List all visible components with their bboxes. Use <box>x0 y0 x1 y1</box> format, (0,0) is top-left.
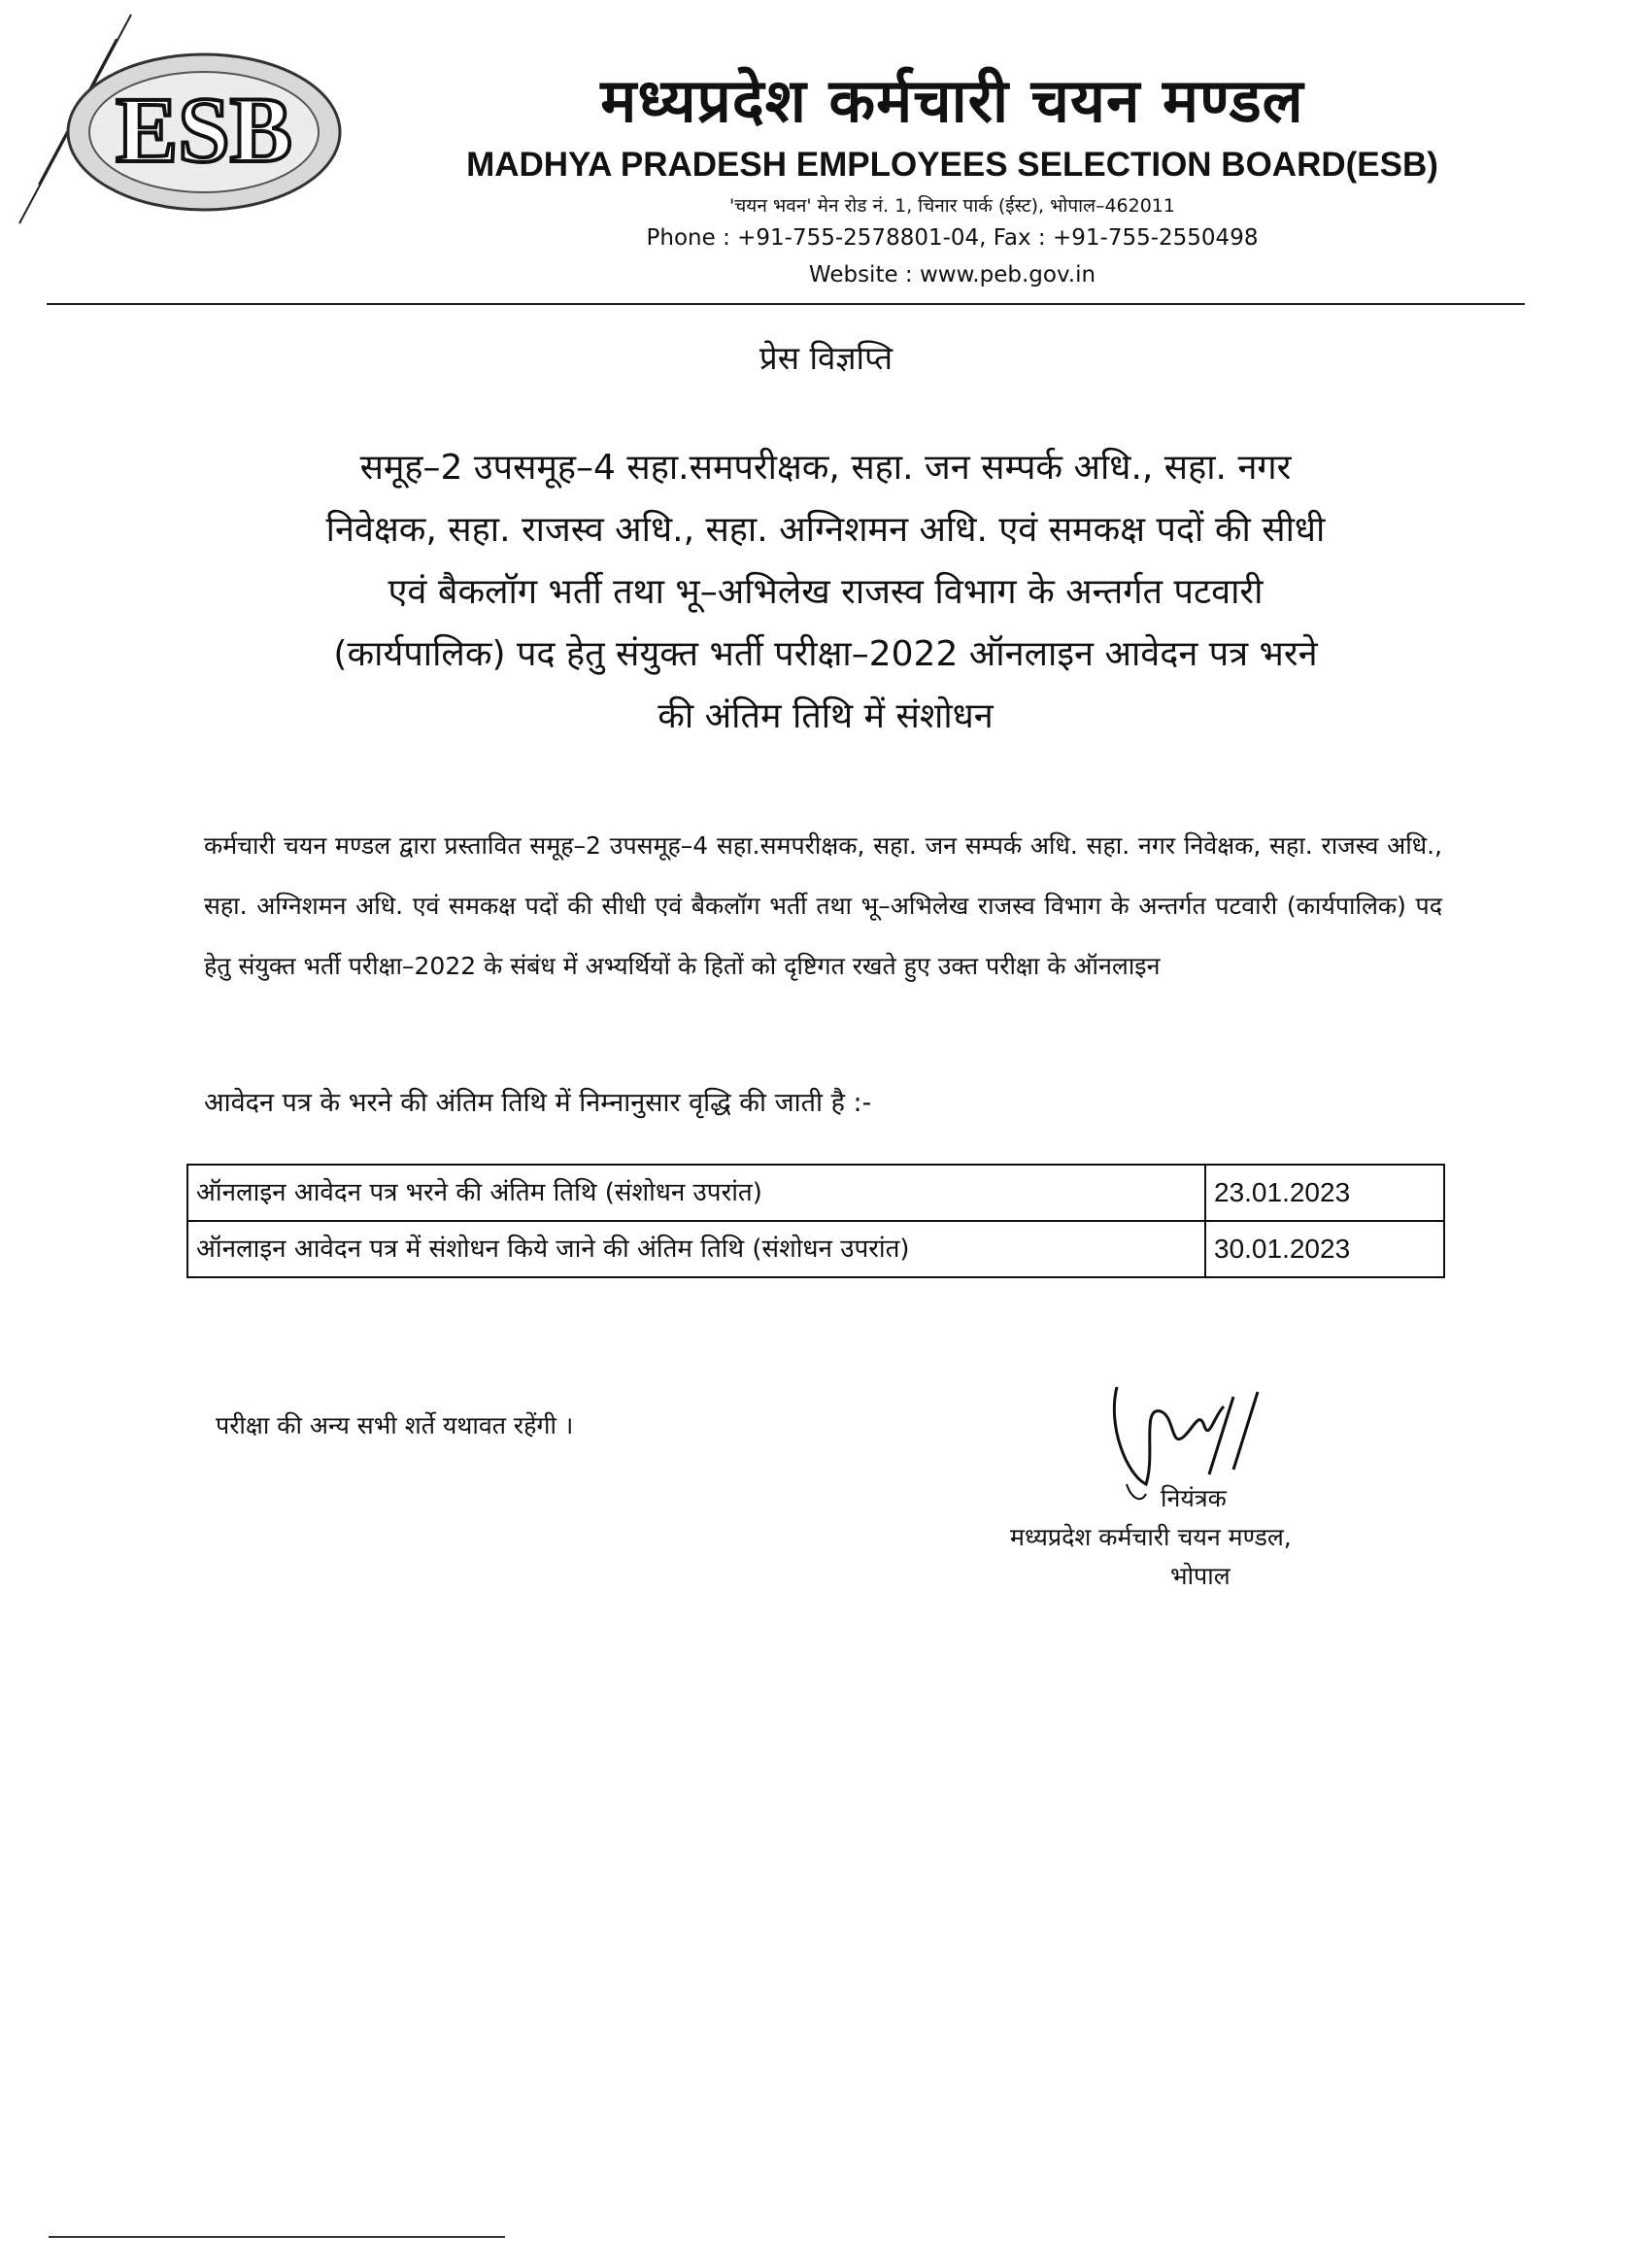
org-phone: Phone : +91-755-2578801-04, Fax : +91-755-2550498 <box>646 225 1259 251</box>
dates-table <box>186 1164 1445 1278</box>
subject-line: समूह–2 उपसमूह–4 सहा.समपरीक्षक, सहा. जन सम्पर्क अधि., सहा. नगर <box>359 448 1292 488</box>
org-name-hindi: मध्यप्रदेश कर्मचारी चयन मण्डल <box>600 65 1304 136</box>
closing-note: परीक्षा की अन्य सभी शर्ते यथावत रहेंगी । <box>216 1411 574 1439</box>
notice-body-tail: आवेदन पत्र के भरने की अंतिम तिथि में निम्नानुसार वृद्धि की जाती है :- <box>204 1088 872 1118</box>
notice-heading: प्रेस विज्ञप्ति <box>759 339 893 377</box>
header-divider <box>47 303 1525 305</box>
subject-line: एवं बैकलॉग भर्ती तथा भू–अभिलेख राजस्व विभाग के अन्तर्गत पटवारी <box>388 572 1264 612</box>
signatory-title: नियंत्रक <box>1161 1484 1227 1512</box>
org-name-english: MADHYA PRADESH EMPLOYEES SELECTION BOARD(ESB) <box>466 146 1438 184</box>
logo-text: ESB <box>116 78 292 182</box>
row-label: ऑनलाइन आवेदन पत्र में संशोधन किये जाने की अंतिम तिथि (संशोधन उपरांत) <box>187 1221 1205 1277</box>
subject-line: की अंतिम तिथि में संशोधन <box>657 696 994 736</box>
subject-line: (कार्यपालिक) पद हेतु संयुक्त भर्ती परीक्षा–2022 ऑनलाइन आवेदन पत्र भरने <box>333 634 1318 674</box>
table-row <box>187 1165 1444 1221</box>
footer-divider <box>49 2236 505 2238</box>
signatory-city: भोपाल <box>1170 1562 1231 1590</box>
row-date: 23.01.2023 <box>1205 1165 1444 1221</box>
org-website: Website : www.peb.gov.in <box>808 262 1096 288</box>
notice-subject <box>194 437 1457 748</box>
row-label: ऑनलाइन आवेदन पत्र भरने की अंतिम तिथि (संशोधन उपरांत) <box>187 1165 1205 1221</box>
signatory-organization: मध्यप्रदेश कर्मचारी चयन मण्डल, <box>1010 1523 1292 1551</box>
table-row <box>187 1221 1444 1277</box>
notice-body: कर्मचारी चयन मण्डल द्वारा प्रस्तावित समूह–2 उपसमूह–4 सहा.समपरीक्षक, सहा. जन सम्पर्क अधि. सहा. नगर निवेक्षक, सहा. राजस्व अधि., सहा. अग्निशमन अधि. एवं समकक्ष पदों की सीधी एवं बैकलॉग भर्ती तथा भू–अभिलेख राजस्व विभाग के अन्तर्गत पटवारी (कार्यपालिक) पद हेतु संयुक्त भर्ती परीक्षा–2022 के संबंध में अभ्यर्थियों के हितों को दृष्टिगत रखते हुए उक्त परीक्षा के ऑनलाइन <box>204 831 1442 980</box>
subject-line: निवेक्षक, सहा. राजस्व अधि., सहा. अग्निशमन अधि. एवं समकक्ष पदों की सीधी <box>325 510 1326 550</box>
org-address: 'चयन भवन' मेन रोड नं. 1, चिनार पार्क (ईस्ट), भोपाल–462011 <box>729 195 1175 217</box>
row-date: 30.01.2023 <box>1205 1221 1444 1277</box>
